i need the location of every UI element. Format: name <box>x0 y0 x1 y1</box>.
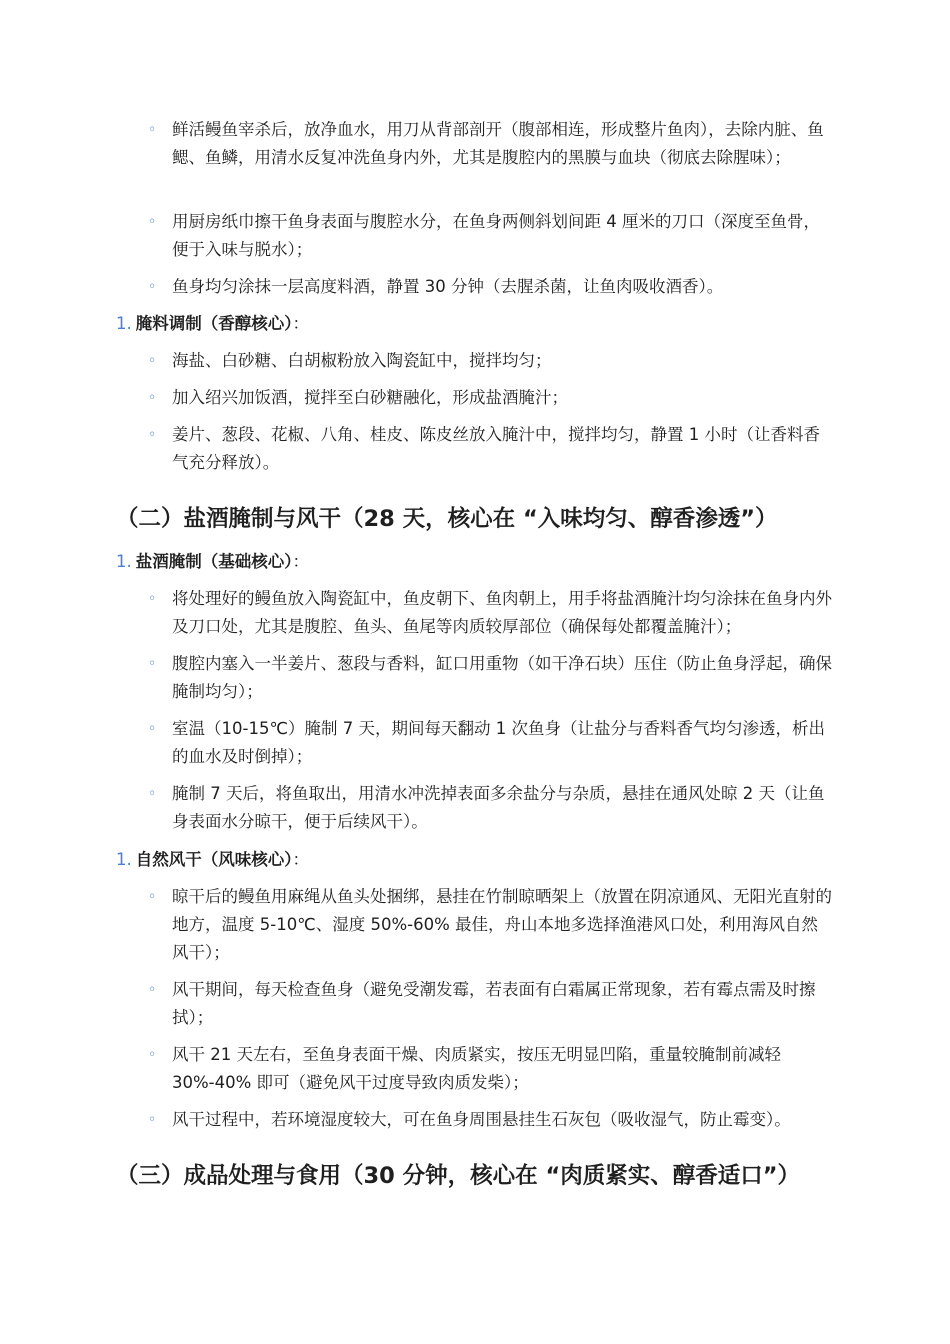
item-heading: 自然风干（风味核心） <box>135 850 293 869</box>
item-heading: 盐酒腌制（基础核心） <box>135 552 293 571</box>
list-item-text: 风干期间，每天检查鱼身（避免受潮发霉，若表面有白霜属正常现象，若有霉点需及时擦拭）； <box>172 980 816 1027</box>
list-item <box>148 1041 832 1097</box>
list-item-text: 姜片、葱段、花椒、八角、桂皮、陈皮丝放入腌汁中，搅拌均匀，静置 1 小时（让香料香气充分释放）。 <box>172 425 820 472</box>
bullet-icon: ◦ <box>148 1047 157 1063</box>
list-item <box>148 273 832 301</box>
list-item-text: 海盐、白砂糖、白胡椒粉放入陶瓷缸中，搅拌均匀； <box>172 351 552 370</box>
list-item <box>148 347 832 375</box>
item-heading-suffix: ： <box>292 552 309 571</box>
list-item <box>148 116 832 172</box>
list-item-text: 将处理好的鳗鱼放入陶瓷缸中，鱼皮朝下、鱼肉朝上，用手将盐酒腌汁均匀涂抹在鱼身内外及刀口处，尤其是腹腔、鱼头、鱼尾等肉质较厚部位（确保每处都覆盖腌汁）； <box>172 589 832 636</box>
bullet-icon: ◦ <box>148 889 157 905</box>
bullet-icon: ◦ <box>148 122 157 138</box>
list-item <box>148 208 832 264</box>
list-item <box>148 585 832 641</box>
bullet-icon: ◦ <box>148 427 157 443</box>
list-item-text: 腹腔内塞入一半姜片、葱段与香料，缸口用重物（如干净石块）压住（防止鱼身浮起，确保腌制均匀）； <box>172 654 832 701</box>
list-item <box>148 1106 832 1134</box>
list-item <box>148 650 832 706</box>
list-item <box>148 976 832 1032</box>
list-item-text: 风干过程中，若环境湿度较大，可在鱼身周围悬挂生石灰包（吸收湿气，防止霉变）。 <box>172 1110 791 1129</box>
bullet-icon: ◦ <box>148 279 157 295</box>
list-item <box>148 384 832 412</box>
bullet-icon: ◦ <box>148 390 157 406</box>
bullet-icon: ◦ <box>148 786 157 802</box>
bullet-icon: ◦ <box>148 353 157 369</box>
bullet-icon: ◦ <box>148 214 157 230</box>
item-heading-suffix: ： <box>292 314 309 333</box>
bullet-icon: ◦ <box>148 591 157 607</box>
list-item-text: 加入绍兴加饭酒，搅拌至白砂糖融化，形成盐酒腌汁； <box>172 388 568 407</box>
section-heading: （二）盐酒腌制与风干（28 天，核心在 “入味均匀、醇香渗透”） <box>116 506 778 532</box>
item-number: 1. <box>116 314 132 333</box>
bullet-icon: ◦ <box>148 656 157 672</box>
list-item-text: 晾干后的鳗鱼用麻绳从鱼头处捆绑，悬挂在竹制晾晒架上（放置在阴凉通风、无阳光直射的地方，温度 5-10℃、湿度 50%-60% 最佳，舟山本地多选择渔港风口处，利用海风自然风干）； <box>172 887 832 962</box>
list-item <box>148 715 832 771</box>
item-number: 1. <box>116 850 132 869</box>
list-item-text: 用厨房纸巾擦干鱼身表面与腹腔水分，在鱼身两侧斜划间距 4 厘米的刀口（深度至鱼骨，便于入味与脱水）； <box>172 212 820 259</box>
list-item-text: 鱼身均匀涂抹一层高度料酒，静置 30 分钟（去腥杀菌，让鱼肉吸收酒香）。 <box>172 277 724 296</box>
numbered-item <box>116 846 836 874</box>
numbered-item <box>116 548 836 576</box>
list-item-text: 室温（10-15℃）腌制 7 天，期间每天翻动 1 次鱼身（让盐分与香料香气均匀渗透，析出的血水及时倒掉）； <box>172 719 825 766</box>
list-item-text: 风干 21 天左右，至鱼身表面干燥、肉质紧实，按压无明显凹陷，重量较腌制前减轻 30%-40% 即可（避免风干过度导致肉质发柴）； <box>172 1045 781 1092</box>
bullet-icon: ◦ <box>148 1112 157 1128</box>
section-heading: （三）成品处理与食用（30 分钟，核心在 “肉质紧实、醇香适口”） <box>116 1163 801 1189</box>
list-item <box>148 883 832 967</box>
item-heading: 腌料调制（香醇核心） <box>135 314 293 333</box>
numbered-item <box>116 310 836 338</box>
list-item-text: 鲜活鳗鱼宰杀后，放净血水，用刀从背部剖开（腹部相连，形成整片鱼肉），去除内脏、鱼鳃、鱼鳞，用清水反复冲洗鱼身内外，尤其是腹腔内的黑膜与血块（彻底去除腥味）； <box>172 120 824 167</box>
bullet-icon: ◦ <box>148 721 157 737</box>
list-item-text: 腌制 7 天后，将鱼取出，用清水冲洗掉表面多余盐分与杂质，悬挂在通风处晾 2 天（让鱼身表面水分晾干，便于后续风干）。 <box>172 784 825 831</box>
bullet-icon: ◦ <box>148 982 157 998</box>
list-item <box>148 421 832 477</box>
item-number: 1. <box>116 552 132 571</box>
item-heading-suffix: ： <box>292 850 309 869</box>
list-item <box>148 780 832 836</box>
